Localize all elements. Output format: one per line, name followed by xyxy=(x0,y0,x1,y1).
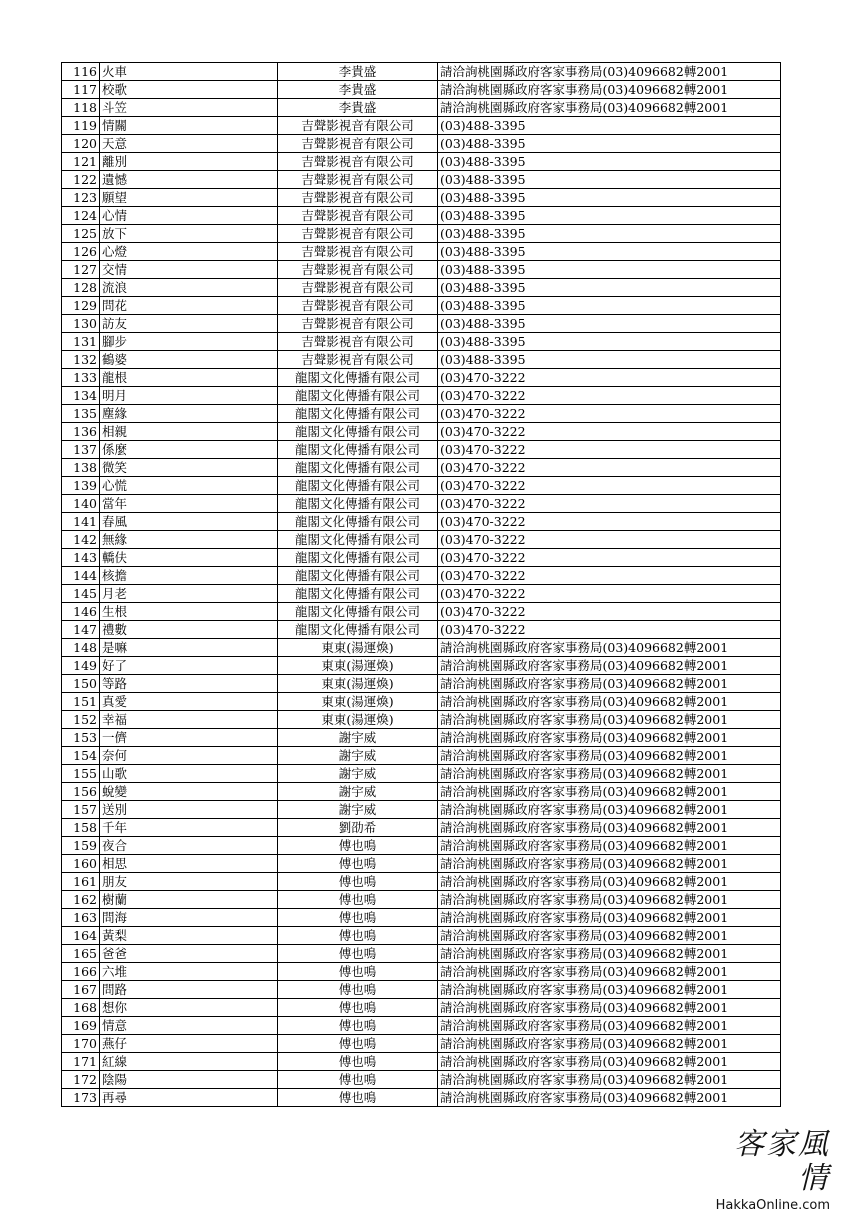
song-title: 微笑 xyxy=(100,459,278,477)
contact-info: 請洽詢桃園縣政府客家事務局(03)4096682轉2001 xyxy=(438,819,781,837)
contact-info: (03)470-3222 xyxy=(438,567,781,585)
row-number: 123 xyxy=(62,189,100,207)
row-number: 130 xyxy=(62,315,100,333)
row-number: 142 xyxy=(62,531,100,549)
rights-holder: 吉聲影視音有限公司 xyxy=(278,153,438,171)
rights-holder: 吉聲影視音有限公司 xyxy=(278,207,438,225)
row-number: 133 xyxy=(62,369,100,387)
contact-info: (03)470-3222 xyxy=(438,405,781,423)
rights-holder: 傅也鳴 xyxy=(278,837,438,855)
song-title: 一儕 xyxy=(100,729,278,747)
contact-info: (03)488-3395 xyxy=(438,189,781,207)
row-number: 143 xyxy=(62,549,100,567)
contact-info: 請洽詢桃園縣政府客家事務局(03)4096682轉2001 xyxy=(438,693,781,711)
table-row xyxy=(62,423,781,441)
row-number: 128 xyxy=(62,279,100,297)
row-number: 144 xyxy=(62,567,100,585)
contact-info: 請洽詢桃園縣政府客家事務局(03)4096682轉2001 xyxy=(438,999,781,1017)
row-number: 154 xyxy=(62,747,100,765)
song-title: 係麼 xyxy=(100,441,278,459)
rights-holder: 龍閣文化傳播有限公司 xyxy=(278,567,438,585)
table-row xyxy=(62,873,781,891)
contact-info: (03)470-3222 xyxy=(438,513,781,531)
row-number: 167 xyxy=(62,981,100,999)
row-number: 173 xyxy=(62,1089,100,1107)
contact-info: 請洽詢桃園縣政府客家事務局(03)4096682轉2001 xyxy=(438,99,781,117)
table-row xyxy=(62,63,781,81)
table-row xyxy=(62,981,781,999)
table-row xyxy=(62,261,781,279)
row-number: 118 xyxy=(62,99,100,117)
table-row xyxy=(62,405,781,423)
rights-holder: 龍閣文化傳播有限公司 xyxy=(278,423,438,441)
row-number: 120 xyxy=(62,135,100,153)
table-row xyxy=(62,225,781,243)
table-row xyxy=(62,135,781,153)
table-row xyxy=(62,117,781,135)
song-title: 鶴婆 xyxy=(100,351,278,369)
table-row xyxy=(62,783,781,801)
rights-holder: 吉聲影視音有限公司 xyxy=(278,117,438,135)
table-row xyxy=(62,477,781,495)
song-title: 月老 xyxy=(100,585,278,603)
song-title: 真愛 xyxy=(100,693,278,711)
row-number: 131 xyxy=(62,333,100,351)
song-title: 願望 xyxy=(100,189,278,207)
rights-holder: 謝宇威 xyxy=(278,801,438,819)
row-number: 155 xyxy=(62,765,100,783)
contact-info: (03)488-3395 xyxy=(438,225,781,243)
table-row xyxy=(62,495,781,513)
table-row xyxy=(62,513,781,531)
rights-holder: 東東(湯運煥) xyxy=(278,693,438,711)
contact-info: 請洽詢桃園縣政府客家事務局(03)4096682轉2001 xyxy=(438,801,781,819)
rights-holder: 傅也鳴 xyxy=(278,1053,438,1071)
song-title: 情意 xyxy=(100,1017,278,1035)
contact-info: 請洽詢桃園縣政府客家事務局(03)4096682轉2001 xyxy=(438,1089,781,1107)
rights-holder: 傅也鳴 xyxy=(278,1035,438,1053)
rights-holder: 龍閣文化傳播有限公司 xyxy=(278,513,438,531)
rights-holder: 傅也鳴 xyxy=(278,1017,438,1035)
table-row xyxy=(62,99,781,117)
song-title: 再尋 xyxy=(100,1089,278,1107)
table-row xyxy=(62,549,781,567)
table-row xyxy=(62,801,781,819)
row-number: 159 xyxy=(62,837,100,855)
row-number: 140 xyxy=(62,495,100,513)
contact-info: (03)488-3395 xyxy=(438,351,781,369)
contact-info: (03)488-3395 xyxy=(438,333,781,351)
row-number: 135 xyxy=(62,405,100,423)
table-row xyxy=(62,531,781,549)
row-number: 169 xyxy=(62,1017,100,1035)
contact-info: 請洽詢桃園縣政府客家事務局(03)4096682轉2001 xyxy=(438,765,781,783)
table-row xyxy=(62,1089,781,1107)
table-row xyxy=(62,387,781,405)
contact-info: 請洽詢桃園縣政府客家事務局(03)4096682轉2001 xyxy=(438,981,781,999)
contact-info: (03)470-3222 xyxy=(438,549,781,567)
rights-holder: 東東(湯運煥) xyxy=(278,675,438,693)
contact-info: (03)488-3395 xyxy=(438,207,781,225)
contact-info: (03)470-3222 xyxy=(438,585,781,603)
song-title: 問路 xyxy=(100,981,278,999)
row-number: 151 xyxy=(62,693,100,711)
contact-info: 請洽詢桃園縣政府客家事務局(03)4096682轉2001 xyxy=(438,909,781,927)
table-row xyxy=(62,1035,781,1053)
table-row xyxy=(62,1071,781,1089)
watermark-logo: 客家風情 xyxy=(734,1127,830,1196)
table-row xyxy=(62,243,781,261)
rights-holder: 龍閣文化傳播有限公司 xyxy=(278,477,438,495)
row-number: 137 xyxy=(62,441,100,459)
rights-holder: 龍閣文化傳播有限公司 xyxy=(278,441,438,459)
row-number: 129 xyxy=(62,297,100,315)
row-number: 141 xyxy=(62,513,100,531)
song-title: 夜合 xyxy=(100,837,278,855)
song-title: 校歌 xyxy=(100,81,278,99)
rights-holder: 傅也鳴 xyxy=(278,1089,438,1107)
row-number: 161 xyxy=(62,873,100,891)
contact-info: 請洽詢桃園縣政府客家事務局(03)4096682轉2001 xyxy=(438,81,781,99)
song-title: 山歌 xyxy=(100,765,278,783)
table-row xyxy=(62,891,781,909)
contact-info: 請洽詢桃園縣政府客家事務局(03)4096682轉2001 xyxy=(438,729,781,747)
contact-info: (03)470-3222 xyxy=(438,459,781,477)
row-number: 126 xyxy=(62,243,100,261)
row-number: 127 xyxy=(62,261,100,279)
row-number: 170 xyxy=(62,1035,100,1053)
table-row xyxy=(62,819,781,837)
rights-holder: 龍閣文化傳播有限公司 xyxy=(278,369,438,387)
row-number: 121 xyxy=(62,153,100,171)
contact-info: 請洽詢桃園縣政府客家事務局(03)4096682轉2001 xyxy=(438,963,781,981)
rights-holder: 龍閣文化傳播有限公司 xyxy=(278,603,438,621)
song-rights-table xyxy=(61,62,781,1107)
song-title: 心燈 xyxy=(100,243,278,261)
song-title: 心情 xyxy=(100,207,278,225)
row-number: 150 xyxy=(62,675,100,693)
song-title: 交情 xyxy=(100,261,278,279)
rights-holder: 傅也鳴 xyxy=(278,909,438,927)
table-row xyxy=(62,837,781,855)
song-title: 訪友 xyxy=(100,315,278,333)
contact-info: (03)470-3222 xyxy=(438,495,781,513)
table-row xyxy=(62,909,781,927)
song-title: 送別 xyxy=(100,801,278,819)
song-title: 龍根 xyxy=(100,369,278,387)
table-row xyxy=(62,459,781,477)
rights-holder: 龍閣文化傳播有限公司 xyxy=(278,459,438,477)
contact-info: 請洽詢桃園縣政府客家事務局(03)4096682轉2001 xyxy=(438,657,781,675)
song-title: 蛻變 xyxy=(100,783,278,801)
contact-info: (03)470-3222 xyxy=(438,621,781,639)
table-row xyxy=(62,333,781,351)
rights-holder: 傅也鳴 xyxy=(278,1071,438,1089)
contact-info: (03)470-3222 xyxy=(438,477,781,495)
rights-holder: 李貴盛 xyxy=(278,99,438,117)
table-row xyxy=(62,945,781,963)
table-row xyxy=(62,711,781,729)
contact-info: (03)470-3222 xyxy=(438,387,781,405)
rights-holder: 龍閣文化傳播有限公司 xyxy=(278,495,438,513)
song-title: 奈何 xyxy=(100,747,278,765)
table-row xyxy=(62,855,781,873)
table-row xyxy=(62,747,781,765)
song-title: 問海 xyxy=(100,909,278,927)
row-number: 138 xyxy=(62,459,100,477)
contact-info: 請洽詢桃園縣政府客家事務局(03)4096682轉2001 xyxy=(438,1071,781,1089)
contact-info: (03)470-3222 xyxy=(438,369,781,387)
song-title: 幸福 xyxy=(100,711,278,729)
rights-holder: 謝宇威 xyxy=(278,765,438,783)
row-number: 162 xyxy=(62,891,100,909)
row-number: 116 xyxy=(62,63,100,81)
row-number: 156 xyxy=(62,783,100,801)
song-title: 心慌 xyxy=(100,477,278,495)
table-row xyxy=(62,207,781,225)
song-title: 朋友 xyxy=(100,873,278,891)
rights-holder: 傅也鳴 xyxy=(278,963,438,981)
song-title: 相親 xyxy=(100,423,278,441)
row-number: 171 xyxy=(62,1053,100,1071)
table-row xyxy=(62,369,781,387)
rights-holder: 傅也鳴 xyxy=(278,945,438,963)
contact-info: 請洽詢桃園縣政府客家事務局(03)4096682轉2001 xyxy=(438,675,781,693)
song-title: 想你 xyxy=(100,999,278,1017)
rights-holder: 謝宇威 xyxy=(278,747,438,765)
table-row xyxy=(62,153,781,171)
song-title: 放下 xyxy=(100,225,278,243)
song-title: 樹蘭 xyxy=(100,891,278,909)
contact-info: 請洽詢桃園縣政府客家事務局(03)4096682轉2001 xyxy=(438,837,781,855)
rights-holder: 傅也鳴 xyxy=(278,873,438,891)
rights-holder: 龍閣文化傳播有限公司 xyxy=(278,405,438,423)
table-row xyxy=(62,765,781,783)
contact-info: (03)488-3395 xyxy=(438,171,781,189)
rights-holder: 李貴盛 xyxy=(278,63,438,81)
contact-info: 請洽詢桃園縣政府客家事務局(03)4096682轉2001 xyxy=(438,711,781,729)
contact-info: 請洽詢桃園縣政府客家事務局(03)4096682轉2001 xyxy=(438,747,781,765)
contact-info: 請洽詢桃園縣政府客家事務局(03)4096682轉2001 xyxy=(438,639,781,657)
song-title: 離別 xyxy=(100,153,278,171)
row-number: 168 xyxy=(62,999,100,1017)
rights-holder: 傅也鳴 xyxy=(278,855,438,873)
row-number: 145 xyxy=(62,585,100,603)
rights-holder: 吉聲影視音有限公司 xyxy=(278,333,438,351)
rights-holder: 龍閣文化傳播有限公司 xyxy=(278,585,438,603)
table-row xyxy=(62,621,781,639)
contact-info: (03)470-3222 xyxy=(438,441,781,459)
song-title: 燕仔 xyxy=(100,1035,278,1053)
row-number: 164 xyxy=(62,927,100,945)
table-row xyxy=(62,189,781,207)
row-number: 134 xyxy=(62,387,100,405)
contact-info: 請洽詢桃園縣政府客家事務局(03)4096682轉2001 xyxy=(438,945,781,963)
contact-info: (03)470-3222 xyxy=(438,531,781,549)
rights-holder: 傅也鳴 xyxy=(278,891,438,909)
row-number: 124 xyxy=(62,207,100,225)
contact-info: 請洽詢桃園縣政府客家事務局(03)4096682轉2001 xyxy=(438,63,781,81)
row-number: 149 xyxy=(62,657,100,675)
contact-info: (03)488-3395 xyxy=(438,261,781,279)
song-title: 斗笠 xyxy=(100,99,278,117)
song-title: 天意 xyxy=(100,135,278,153)
row-number: 119 xyxy=(62,117,100,135)
table-row xyxy=(62,567,781,585)
row-number: 122 xyxy=(62,171,100,189)
table-row xyxy=(62,639,781,657)
song-title: 黃梨 xyxy=(100,927,278,945)
contact-info: 請洽詢桃園縣政府客家事務局(03)4096682轉2001 xyxy=(438,1017,781,1035)
contact-info: 請洽詢桃園縣政府客家事務局(03)4096682轉2001 xyxy=(438,927,781,945)
rights-holder: 吉聲影視音有限公司 xyxy=(278,171,438,189)
contact-info: (03)470-3222 xyxy=(438,423,781,441)
row-number: 172 xyxy=(62,1071,100,1089)
contact-info: (03)488-3395 xyxy=(438,117,781,135)
row-number: 136 xyxy=(62,423,100,441)
row-number: 160 xyxy=(62,855,100,873)
table-row xyxy=(62,585,781,603)
contact-info: (03)488-3395 xyxy=(438,297,781,315)
song-title: 好了 xyxy=(100,657,278,675)
song-title: 春風 xyxy=(100,513,278,531)
contact-info: 請洽詢桃園縣政府客家事務局(03)4096682轉2001 xyxy=(438,783,781,801)
song-title: 遺憾 xyxy=(100,171,278,189)
rights-holder: 吉聲影視音有限公司 xyxy=(278,189,438,207)
contact-info: (03)488-3395 xyxy=(438,243,781,261)
row-number: 157 xyxy=(62,801,100,819)
table-row xyxy=(62,297,781,315)
song-title: 火車 xyxy=(100,63,278,81)
rights-holder: 謝宇威 xyxy=(278,783,438,801)
rights-holder: 吉聲影視音有限公司 xyxy=(278,243,438,261)
rights-holder: 謝宇威 xyxy=(278,729,438,747)
song-title: 爸爸 xyxy=(100,945,278,963)
contact-info: 請洽詢桃園縣政府客家事務局(03)4096682轉2001 xyxy=(438,891,781,909)
contact-info: 請洽詢桃園縣政府客家事務局(03)4096682轉2001 xyxy=(438,873,781,891)
row-number: 132 xyxy=(62,351,100,369)
song-title: 無緣 xyxy=(100,531,278,549)
contact-info: (03)488-3395 xyxy=(438,279,781,297)
song-title: 問花 xyxy=(100,297,278,315)
row-number: 165 xyxy=(62,945,100,963)
song-title: 核擔 xyxy=(100,567,278,585)
table-row xyxy=(62,963,781,981)
row-number: 166 xyxy=(62,963,100,981)
rights-holder: 東東(湯運煥) xyxy=(278,711,438,729)
song-title: 相思 xyxy=(100,855,278,873)
row-number: 147 xyxy=(62,621,100,639)
contact-info: 請洽詢桃園縣政府客家事務局(03)4096682轉2001 xyxy=(438,1053,781,1071)
row-number: 152 xyxy=(62,711,100,729)
table-row xyxy=(62,171,781,189)
table-row xyxy=(62,729,781,747)
song-title: 塵緣 xyxy=(100,405,278,423)
table-row xyxy=(62,1053,781,1071)
song-title: 紅線 xyxy=(100,1053,278,1071)
rights-holder: 吉聲影視音有限公司 xyxy=(278,297,438,315)
table-row xyxy=(62,1017,781,1035)
row-number: 153 xyxy=(62,729,100,747)
watermark-url: HakkaOnline.com xyxy=(715,1198,830,1213)
row-number: 146 xyxy=(62,603,100,621)
table-row xyxy=(62,441,781,459)
rights-holder: 吉聲影視音有限公司 xyxy=(278,315,438,333)
table-row xyxy=(62,927,781,945)
row-number: 158 xyxy=(62,819,100,837)
contact-info: 請洽詢桃園縣政府客家事務局(03)4096682轉2001 xyxy=(438,1035,781,1053)
song-title: 腳步 xyxy=(100,333,278,351)
table-row xyxy=(62,603,781,621)
rights-holder: 吉聲影視音有限公司 xyxy=(278,351,438,369)
table-row xyxy=(62,657,781,675)
table-row xyxy=(62,279,781,297)
rights-holder: 龍閣文化傳播有限公司 xyxy=(278,531,438,549)
song-title: 六堆 xyxy=(100,963,278,981)
rights-holder: 龍閣文化傳播有限公司 xyxy=(278,387,438,405)
song-title: 是嘛 xyxy=(100,639,278,657)
song-title: 情關 xyxy=(100,117,278,135)
table-row xyxy=(62,693,781,711)
rights-holder: 吉聲影視音有限公司 xyxy=(278,225,438,243)
row-number: 139 xyxy=(62,477,100,495)
song-title: 陰陽 xyxy=(100,1071,278,1089)
contact-info: 請洽詢桃園縣政府客家事務局(03)4096682轉2001 xyxy=(438,855,781,873)
song-title: 明月 xyxy=(100,387,278,405)
table-row xyxy=(62,81,781,99)
table-row xyxy=(62,315,781,333)
song-title: 禮數 xyxy=(100,621,278,639)
table-body xyxy=(62,63,781,1107)
table-row xyxy=(62,675,781,693)
rights-holder: 東東(湯運煥) xyxy=(278,657,438,675)
rights-holder: 吉聲影視音有限公司 xyxy=(278,279,438,297)
contact-info: (03)488-3395 xyxy=(438,315,781,333)
rights-holder: 龍閣文化傳播有限公司 xyxy=(278,621,438,639)
song-title: 千年 xyxy=(100,819,278,837)
table-row xyxy=(62,351,781,369)
song-title: 流浪 xyxy=(100,279,278,297)
rights-holder: 李貴盛 xyxy=(278,81,438,99)
rights-holder: 吉聲影視音有限公司 xyxy=(278,135,438,153)
contact-info: (03)488-3395 xyxy=(438,135,781,153)
song-title: 轎伕 xyxy=(100,549,278,567)
row-number: 117 xyxy=(62,81,100,99)
rights-holder: 東東(湯運煥) xyxy=(278,639,438,657)
rights-holder: 傅也鳴 xyxy=(278,981,438,999)
rights-holder: 吉聲影視音有限公司 xyxy=(278,261,438,279)
rights-holder: 劉劭希 xyxy=(278,819,438,837)
song-title: 當年 xyxy=(100,495,278,513)
rights-holder: 傅也鳴 xyxy=(278,927,438,945)
row-number: 163 xyxy=(62,909,100,927)
rights-holder: 龍閣文化傳播有限公司 xyxy=(278,549,438,567)
song-title: 生根 xyxy=(100,603,278,621)
contact-info: (03)470-3222 xyxy=(438,603,781,621)
row-number: 148 xyxy=(62,639,100,657)
table-row xyxy=(62,999,781,1017)
row-number: 125 xyxy=(62,225,100,243)
song-title: 等路 xyxy=(100,675,278,693)
site-watermark xyxy=(710,1128,830,1213)
contact-info: (03)488-3395 xyxy=(438,153,781,171)
rights-holder: 傅也鳴 xyxy=(278,999,438,1017)
